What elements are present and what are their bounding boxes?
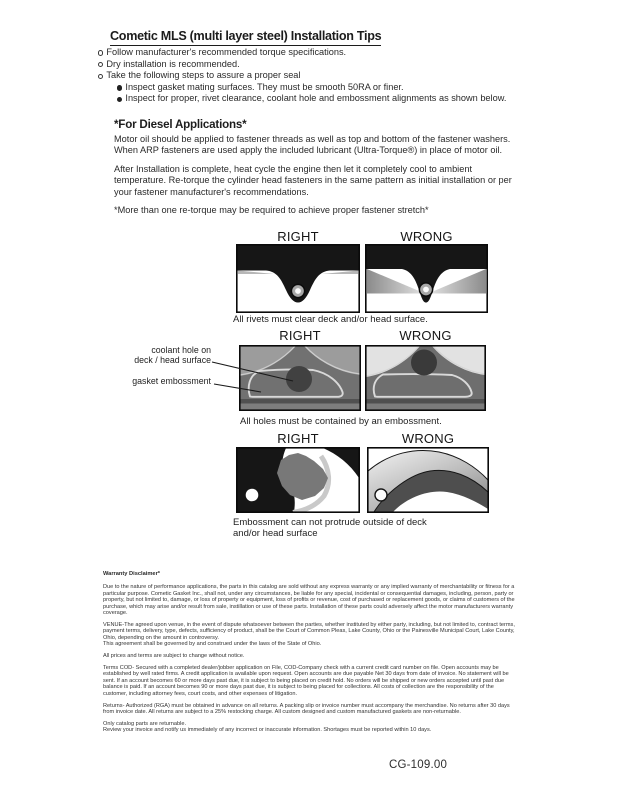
disclaimer-paragraph: Returns- Authorized (RGA) must be obtained in advance on all returns. A packing slip or invoice number must accompany the merchandise. No returns after 30 days from invoice date. All returns are subject to a 25% restocking charge. All custom designed and custom manufactured gaskets are non-returnable. bbox=[103, 702, 510, 715]
list-item-text: Follow manufacturer's recommended torque specifications. bbox=[106, 47, 347, 57]
diagram-deck-right-illustration bbox=[236, 447, 360, 513]
diesel-paragraph-1: Motor oil should be applied to fastener threads as well as top and bottom of the fastener washers. When ARP fasteners are used apply the included lubricant (Ultra-Torque®) in place of motor oil. bbox=[114, 134, 511, 156]
disclaimer-heading: Warranty Disclaimer* bbox=[103, 571, 161, 577]
annotation-line: coolant hole on bbox=[151, 345, 211, 355]
list-item-text: Dry installation is recommended. bbox=[106, 58, 240, 69]
list-item bbox=[117, 82, 518, 94]
list-item bbox=[98, 47, 518, 59]
row3-caption-line2: and/or head surface bbox=[233, 528, 318, 539]
diagram-rivet-right-illustration bbox=[236, 244, 360, 313]
annotation-pointer-lines bbox=[205, 352, 310, 400]
row2-wrong-label: WRONG bbox=[399, 328, 452, 343]
open-circle-bullet-icon bbox=[98, 50, 103, 55]
open-circle-bullet-icon bbox=[98, 74, 103, 79]
warranty-disclaimer bbox=[103, 571, 516, 739]
coolant-hole-annotation bbox=[100, 346, 211, 365]
row1-right-label: RIGHT bbox=[277, 229, 319, 244]
disclaimer-paragraph: VENUE-The agreed upon venue, in the event of dispute whatsoever between the parties, whether instituted by either party, including, but not limited to, contract terms, payment terms, delivery, type, defects, sufficiency of product, shall be the Court of Common Pleas, Lake County, Ohio or the Painesville Municipal Court, Lake County, Ohio, depending on the amount in controversy. bbox=[103, 621, 515, 641]
list-item-text: Inspect gasket mating surfaces. They must be smooth 50RA or finer. bbox=[125, 81, 404, 92]
filled-bullet-icon bbox=[117, 97, 122, 102]
disclaimer-paragraph: All prices and terms are subject to change without notice. bbox=[103, 653, 245, 660]
disclaimer-paragraph: Only catalog parts are returnable. bbox=[103, 720, 187, 727]
disclaimer-paragraph: Terms COD- Secured with a completed dealer/jobber application on File, COD-Company check with a current credit card number on file. Open accounts may be established by well rated firms. A credit application is available upon request. Open accounts are due payable Net 30 days from date of invoice. No statement will be sent. If an account becomes 60 or more days past due, it is subject to being placed on credit hold. No orders will be shipped or new orders accepted until past due balance is paid. If an account becomes 90 or more days past due, it is subject to being placed for collections. All costs of collection are the responsibility of the customer, including attorney fees, court costs, and other expenses of litigation. bbox=[103, 664, 509, 697]
list-item bbox=[117, 93, 518, 105]
diesel-paragraph-2: After Installation is complete, heat cycle the engine then let it completely cool to ambient temperature. Re-torque the cylinder head fasteners in the same pattern as initial installation or per your fastener manufacturer's recommendations. bbox=[114, 164, 512, 197]
row1-wrong-label: WRONG bbox=[400, 229, 453, 244]
coolant-hole-graphic bbox=[411, 350, 437, 376]
disclaimer-paragraph: This agreement shall be governed by and construed under the laws of the State of Ohio. bbox=[103, 641, 322, 648]
annotation-line: deck / head surface bbox=[134, 354, 211, 365]
list-item bbox=[98, 59, 518, 71]
list-item-text: Inspect for proper, rivet clearance, coolant hole and embossment alignments as shown below. bbox=[125, 93, 507, 104]
row2-right-label: RIGHT bbox=[279, 328, 321, 343]
bolt-hole-graphic bbox=[375, 489, 387, 501]
row1-caption: All rivets must clear deck and/or head surface. bbox=[233, 314, 428, 325]
diagram-rivet-wrong-illustration bbox=[365, 244, 488, 313]
retorque-note: *More than one re-torque may be required to achieve proper fastener stretch* bbox=[114, 205, 429, 215]
page-code: CG-109.00 bbox=[389, 759, 448, 771]
diagram-embossment-wrong-illustration bbox=[365, 345, 486, 411]
row3-caption-line1: Embossment can not protrude outside of deck bbox=[233, 517, 427, 528]
filled-bullet-icon bbox=[117, 85, 122, 90]
row2-caption: All holes must be contained by an embossment. bbox=[240, 416, 442, 427]
disclaimer-paragraph: Due to the nature of performance applications, the parts in this catalog are sold without any express warranty or any implied warranty of merchantability or fitness for a particular purpose. Cometic Gasket Inc., shall not, under any circumstances, be liable for any special, incidental or consequential damages, including, person, party or property, but not limited to, damage, or loss of property or equipment, loss of profits or revenue, cost of purchased or replacement goods, or claims of customers of the purchase, which may arise and/or result from sale, instillation or use of these parts. Installation of these parts could adversely affect the motor manufacturers warranty coverage. bbox=[103, 584, 515, 617]
page-title: Cometic MLS (multi layer steel) Installation Tips bbox=[110, 29, 381, 46]
list-item bbox=[98, 70, 518, 82]
diesel-applications-heading: *For Diesel Applications* bbox=[114, 118, 247, 131]
row3-right-label: RIGHT bbox=[277, 431, 319, 446]
bolt-hole-graphic bbox=[246, 489, 259, 502]
diagram-deck-wrong-illustration bbox=[367, 447, 489, 513]
disclaimer-paragraph: Review your invoice and notify us immediately of any incorrect or inaccurate information. Shortages must be reported within 10 days. bbox=[103, 727, 432, 734]
list-item-text: Take the following steps to assure a proper seal bbox=[106, 70, 301, 81]
installation-tips-list bbox=[98, 47, 518, 105]
open-circle-bullet-icon bbox=[98, 62, 103, 67]
row3-wrong-label: WRONG bbox=[401, 431, 455, 446]
gasket-embossment-annotation: gasket embossment bbox=[132, 376, 211, 386]
